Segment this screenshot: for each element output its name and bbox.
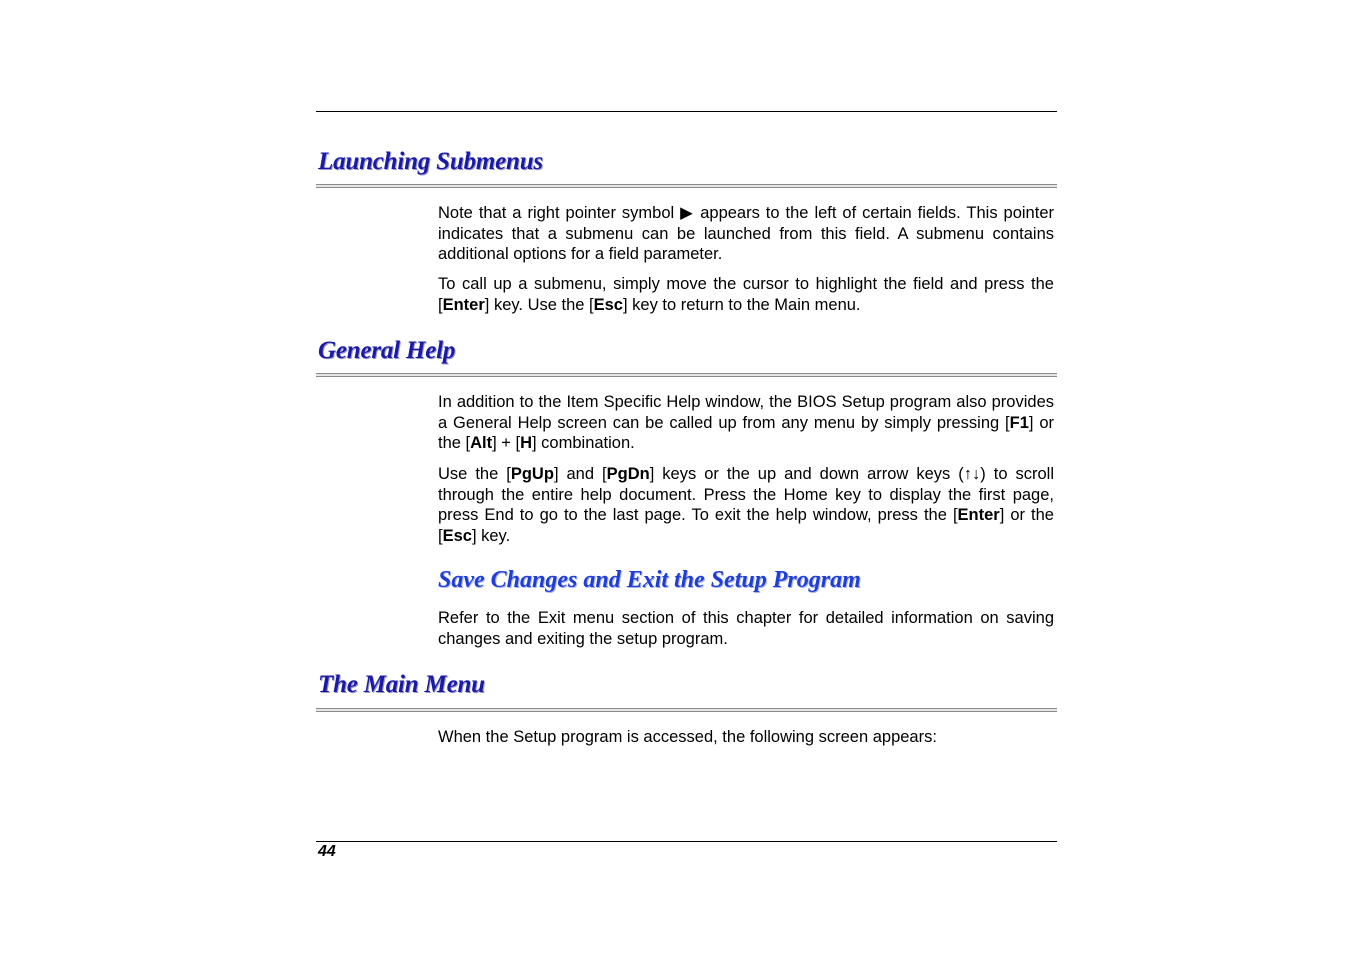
- heading-general-help: General Help: [318, 337, 456, 364]
- paragraph: [438, 392, 1054, 454]
- heading-launching-submenus: Launching Submenus: [318, 148, 543, 175]
- key-name: Enter: [442, 295, 485, 314]
- key-name: F1: [1009, 413, 1029, 432]
- text-run: ] or the [: [438, 506, 1054, 545]
- key-name: PgDn: [606, 465, 650, 483]
- key-name: Alt: [470, 434, 493, 453]
- text-run: To call up a submenu, simply move the cursor to highlight the field and press the [: [438, 275, 1054, 314]
- paragraph: [438, 274, 1054, 315]
- text-run: ] and [: [553, 465, 607, 483]
- heading-underline: [316, 373, 1057, 377]
- footer-rule: [316, 841, 1057, 842]
- text-run: ] combination.: [532, 434, 635, 453]
- text-run: ] keys or the up and down arrow keys (: [649, 465, 964, 483]
- subheading-save-changes: Save Changes and Exit the Setup Program: [438, 567, 861, 593]
- up-down-arrows-icon: ↑↓: [963, 465, 981, 483]
- text-run: Note that a right pointer symbol: [438, 204, 681, 222]
- key-name: Esc: [442, 526, 472, 545]
- right-pointer-icon: ▶: [680, 204, 695, 222]
- text-run: Use the [: [438, 465, 511, 483]
- key-name: PgUp: [510, 465, 554, 483]
- paragraph: [438, 464, 1054, 546]
- text-run: In addition to the Item Specific Help window, the BIOS Setup program also provides a General Help screen can be called up from any menu by simply pressing [: [438, 393, 1054, 432]
- text-run: Refer to the Exit menu section of this chapter for detailed information on saving changes and exiting the setup program.: [438, 609, 1054, 648]
- page-number: 44: [318, 843, 336, 860]
- key-name: H: [520, 434, 533, 453]
- paragraph: [438, 727, 1054, 748]
- heading-underline: [316, 184, 1057, 188]
- text-run: appears to the left of certain fields. This pointer indicates that a submenu can be launched from this field. A submenu contains additional options for a field parameter.: [438, 204, 1054, 264]
- key-name: Esc: [593, 295, 623, 314]
- text-run: When the Setup program is accessed, the following screen appears:: [438, 728, 937, 746]
- heading-underline: [316, 708, 1057, 712]
- text-run: ] key to return to the Main menu.: [622, 295, 861, 314]
- text-run: ] or the [: [438, 413, 1054, 453]
- text-run: ) to scroll through the entire help document. Press the Home key to display the first page, press End to go to the last page. To exit the help window, press the [: [438, 465, 1054, 525]
- header-rule: [316, 111, 1057, 112]
- heading-main-menu: The Main Menu: [318, 671, 485, 698]
- text-run: ] key.: [471, 526, 511, 545]
- text-run: ] + [: [492, 434, 521, 453]
- text-run: ] key. Use the [: [484, 295, 594, 314]
- key-name: Enter: [957, 506, 1000, 525]
- paragraph: [438, 608, 1054, 649]
- paragraph: [438, 203, 1054, 265]
